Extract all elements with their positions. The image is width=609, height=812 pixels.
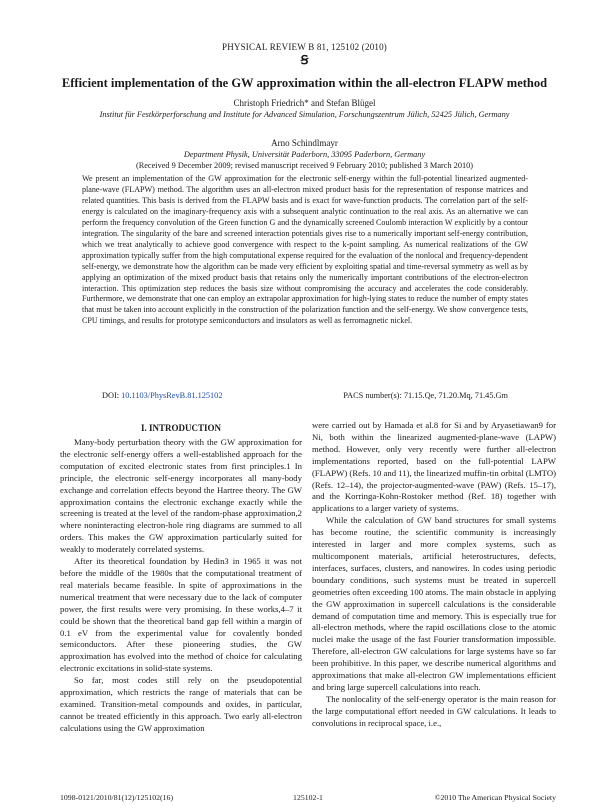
footer-page-number: 125102-1	[293, 793, 323, 802]
paper-title: Efficient implementation of the GW approximation within the all-electron FLAPW method	[61, 76, 548, 90]
body-column-left	[60, 437, 302, 735]
abstract: We present an implementation of the GW approximation for the electronic self-energy within the full-potential linearized augmented-plane-wave (FLAPW) method. The algorithm uses an all-electron mixed product basis for the representation of response matrices and related quantities. This basis is derived from the FLAPW basis and is exact for wave-function products. The correlation part of the self-energy is calculated on the imaginary-frequency axis with a subsequent analytic continuation to the real axis. As an alternative we can perform the frequency convolution of the Green function G and the dynamically screened Coulomb interaction W explicitly by a contour integration. The singularity of the bare and screened interaction potentials gives rise to a numerically important self-energy contribution, which we treat analytically to achieve good convergence with respect to the k-point sampling. As numerical realizations of the GW approximation typically suffer from the high computational expense required for the evaluation of the nonlocal and frequency-dependent self-energy, we demonstrate how the algorithm can be made very efficient by exploiting spatial and time-reversal symmetry as well as by applying an optimization of the mixed product basis that retains only the numerically important contributions of the electron-electron interaction. This optimization step reduces the basis size without compromising the accuracy and accelerates the code considerably. Furthermore, we demonstrate that one can employ an extrapolar approximation for high-lying states to reduce the number of empty states that must be taken into account explicitly in the construction of the polarization function and the self-energy. We show convergence tests, CPU timings, and results for prototype semiconductors and insulators as well as ferromagnetic nickel.	[82, 174, 528, 326]
paragraph: While the calculation of GW band structures for small systems has become routine, the scientific community is increasingly interested in larger and more complex systems, such as multicomponent materials, artificial heterostructures, defects, interfaces, surfaces, clusters, and nanowires. In codes using periodic boundary conditions, such systems must be treated in supercell geometries often exceeding 100 atoms. The main obstacle in applying the GW approximation in supercell calculations is the considerable demand of computation time and memory. This is especially true for all-electron methods, where the rapid oscillations close to the atomic nuclei make the usage of the fast Fourier transformation impossible. Therefore, all-electron GW calculations for large systems have so far been prohibitive. In this paper, we describe numerical algorithms and approximations that make all-electron GW implementations efficient and bring large supercell calculations into reach.	[312, 515, 556, 692]
authors-secondary: Arno Schindlmayr	[271, 138, 338, 148]
affiliation-paderborn: Department Physik, Universität Paderborn, 33095 Paderborn, Germany	[183, 150, 426, 159]
paragraph: were carried out by Hamada et al.8 for Si and by Aryasetiawan9 for Ni, both within the linearized augmented-plane-wave (LAPW) method. However, only very recently were further all-electron implementations reported, based on the full-potential LAPW (FLAPW) (Refs. 10 and 11), the linearized muffin-tin orbital (LMTO) (Refs. 12–14), the projector-augmented-wave (PAW) (Refs. 15–17), and the Korringa-Kohn-Rostoker method (Ref. 18) together with applications to a larger variety of systems.	[312, 420, 556, 514]
paragraph: Many-body perturbation theory with the GW approximation for the electronic self-energy offers a well-established approach for the computation of excited electronic states from first principles.1 In principle, the electronic self-energy incorporates all many-body exchange and correlation effects beyond the Hartree theory. The GW approximation contains the electronic exchange exactly while the screening is treated at the level of the random-phase approximation,2 where noninteracting electron-hole ring diagrams are summed to all orders. This makes the GW approximation particularly suited for weakly to moderately correlated systems.	[60, 437, 302, 555]
section-heading: I. INTRODUCTION	[140, 423, 221, 433]
pacs-numbers: PACS number(s): 71.15.Qe, 71.20.Mq, 71.45.Gm	[343, 391, 508, 400]
received-dates: (Received 9 December 2009; revised manuscript received 9 February 2010; published 3 March 2010)	[135, 161, 474, 170]
journal-header: PHYSICAL REVIEW B 81, 125102 (2010)	[222, 42, 387, 52]
paragraph: So far, most codes still rely on the pseudopotential approximation, which restricts the range of materials that can be examined. Transition-metal compounds and oxides, in particular, cannot be treated efficiently in this approach. Two early all-electron calculations using the GW approximation	[60, 675, 302, 733]
footer-issn: 1098-0121/2010/81(12)/125102(16)	[60, 793, 174, 802]
doi-label: DOI:	[102, 391, 122, 400]
affiliation-juelich: Institut für Festkörperforschung and Institute for Advanced Simulation, Forschungszentrum Jülich, 52425 Jülich, Germany	[99, 110, 510, 119]
paragraph: After its theoretical foundation by Hedin3 in 1965 it was not before the middle of the 1980s that the computational treatment of real materials became feasible. In spite of approximations in the numerical treatment that were necessary due to the lack of computer power, the first results were very promising. In these works,4–7 it could be shown that the theoretical band gap fell within a margin of 0.1 eV from the experimental value for covalently bonded semiconductors. After these pioneering studies, the GW approximation has evolved into the method of choice for calculating electronic excitations in solid-state systems.	[60, 556, 302, 674]
authors-primary: Christoph Friedrich* and Stefan Blügel	[233, 98, 376, 108]
paragraph: The nonlocality of the self-energy operator is the main reason for the large computational effort needed in GW calculations. It leads to convolutions in reciprocal space, i.e.,	[312, 693, 556, 728]
journal-logo-icon: Ꞩ	[300, 53, 309, 67]
footer-copyright: ©2010 The American Physical Society	[434, 793, 556, 802]
body-column-right	[312, 420, 556, 730]
doi-pacs-line	[102, 391, 508, 400]
doi-link[interactable]: 10.1103/PhysRevB.81.125102	[121, 391, 223, 400]
